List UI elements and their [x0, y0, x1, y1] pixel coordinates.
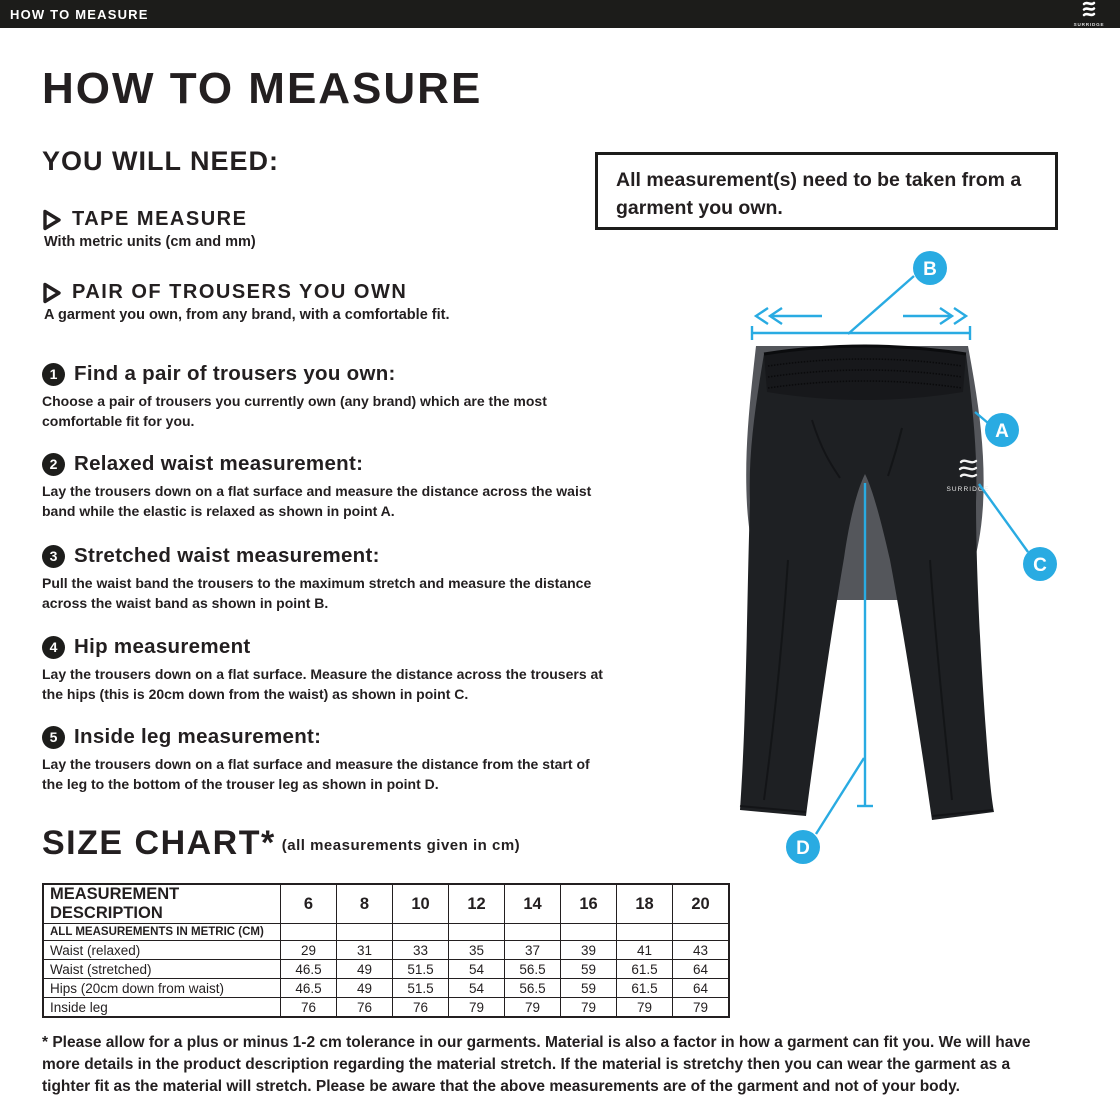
size-chart-title: SIZE CHART* [42, 824, 276, 862]
top-bar [0, 0, 1120, 28]
cell-value: 39 [561, 941, 617, 960]
step-2 [42, 452, 642, 522]
point-label-b [913, 251, 947, 285]
cell-value: 56.5 [505, 979, 561, 998]
you-will-need-heading: YOU WILL NEED: [42, 146, 280, 176]
top-bar-title: HOW TO MEASURE [10, 6, 149, 22]
column-header: 16 [561, 884, 617, 924]
garment-logo-text: SURRIDGE [946, 486, 990, 493]
need-item-subtitle: With metric units (cm and mm) [44, 234, 256, 250]
size-chart-header-row [43, 884, 729, 924]
step-number-badge: 2 [42, 453, 65, 476]
step-title: Inside leg measurement: [74, 725, 322, 748]
cell-value: 79 [449, 998, 505, 1018]
cell-value: 37 [505, 941, 561, 960]
column-header: 20 [673, 884, 730, 924]
step-number-badge: 3 [42, 545, 65, 568]
point-label-a [985, 413, 1019, 447]
tolerance-footnote: * Please allow for a plus or minus 1-2 cm tolerance in our garments. Material is also a factor in how a garment can fit you. We will have more details in the product description regarding the material stretch. If the material is stretchy then you can wear the garment as a tighter fit as the material will stretch. Please be aware that the above measurements are of the garment and not of your body. [42, 1034, 1031, 1095]
step-1 [42, 362, 642, 432]
cell-value: 79 [673, 998, 730, 1018]
step-number-badge: 4 [42, 636, 65, 659]
svg-text:D: D [796, 838, 810, 859]
surridge-s-icon [1080, 1, 1098, 18]
stretch-arrow-right [903, 308, 966, 324]
size-chart-table [42, 883, 730, 1018]
cell-value: 79 [561, 998, 617, 1018]
step-description: Lay the trousers down on a flat surface and measure the distance from the start of the leg to the bottom of the trouser leg as shown in point D. [42, 756, 590, 792]
cell-value: 79 [505, 998, 561, 1018]
cell-value: 56.5 [505, 960, 561, 979]
cell-value: 35 [449, 941, 505, 960]
cell-value: 64 [673, 979, 730, 998]
cell-value: 59 [561, 979, 617, 998]
step-title: Relaxed waist measurement: [74, 452, 364, 475]
cell-value: 51.5 [393, 979, 449, 998]
metric-note-row [43, 924, 729, 941]
cell-value: 76 [337, 998, 393, 1018]
cell-value: 29 [281, 941, 337, 960]
cell-value: 59 [561, 960, 617, 979]
svg-text:A: A [995, 421, 1009, 442]
step-3 [42, 544, 642, 614]
column-header: 10 [393, 884, 449, 924]
cell-value: 51.5 [393, 960, 449, 979]
column-header: 12 [449, 884, 505, 924]
triangle-bullet-icon [42, 282, 62, 304]
row-label: Waist (relaxed) [43, 941, 281, 960]
step-description: Choose a pair of trousers you currently own (any brand) which are the most comfortable fit for you. [42, 393, 547, 429]
row-label: Waist (stretched) [43, 960, 281, 979]
cell-value: 64 [673, 960, 730, 979]
need-item-subtitle: A garment you own, from any brand, with a comfortable fit. [44, 307, 450, 323]
cell-value: 49 [337, 960, 393, 979]
leader-line-d [816, 758, 864, 834]
table-row-waist-stretched [43, 960, 729, 979]
size-chart-subtitle: (all measurements given in cm) [281, 837, 521, 854]
row-label: Inside leg [43, 998, 281, 1018]
need-item-trousers [42, 281, 642, 323]
step-description: Lay the trousers down on a flat surface and measure the distance across the waist band while the elastic is relaxed as shown in point A. [42, 483, 592, 519]
need-item-title: TAPE MEASURE [72, 208, 248, 230]
brand-logo-word: SURRIDGE [1073, 22, 1105, 27]
cell-value: 31 [337, 941, 393, 960]
page-title: HOW TO MEASURE [42, 64, 483, 113]
cell-value: 33 [393, 941, 449, 960]
need-item-tape-measure [42, 208, 642, 250]
brand-logo [1066, 1, 1112, 27]
row-label: ALL MEASUREMENTS IN METRIC (CM) [43, 924, 281, 941]
table-row-waist-relaxed [43, 941, 729, 960]
step-number-badge: 1 [42, 363, 65, 386]
column-header: 18 [617, 884, 673, 924]
step-description: Pull the waist band the trousers to the maximum stretch and measure the distance across the waist band as shown in point B. [42, 575, 592, 611]
step-title: Find a pair of trousers you own: [74, 362, 396, 385]
svg-text:B: B [923, 259, 937, 280]
column-header: 8 [337, 884, 393, 924]
column-header: 14 [505, 884, 561, 924]
step-title: Stretched waist measurement: [74, 544, 380, 567]
measurement-note: All measurement(s) need to be taken from a garment you own. [595, 152, 1058, 230]
cell-value: 41 [617, 941, 673, 960]
size-chart-heading [42, 824, 520, 863]
point-label-c [1023, 547, 1057, 581]
cell-value: 49 [337, 979, 393, 998]
table-row-inside-leg [43, 998, 729, 1018]
cell-value: 43 [673, 941, 730, 960]
cell-value: 76 [281, 998, 337, 1018]
step-4 [42, 635, 642, 705]
leader-line-b [848, 276, 914, 334]
svg-text:C: C [1033, 555, 1047, 576]
trousers-measurement-diagram [690, 240, 1075, 885]
table-row-hips [43, 979, 729, 998]
column-header: 6 [281, 884, 337, 924]
cell-value: 54 [449, 960, 505, 979]
step-5 [42, 725, 642, 795]
cell-value: 46.5 [281, 979, 337, 998]
cell-value: 76 [393, 998, 449, 1018]
cell-value: 61.5 [617, 979, 673, 998]
cell-value: 61.5 [617, 960, 673, 979]
triangle-bullet-icon [42, 209, 62, 231]
point-label-d [786, 830, 820, 864]
step-description: Lay the trousers down on a flat surface. Measure the distance across the trousers at the hips (this is 20cm down from the waist) as shown in point C. [42, 666, 603, 702]
column-header: MEASUREMENT DESCRIPTION [43, 884, 281, 924]
row-label: Hips (20cm down from waist) [43, 979, 281, 998]
cell-value: 54 [449, 979, 505, 998]
step-title: Hip measurement [74, 635, 251, 658]
cell-value: 46.5 [281, 960, 337, 979]
leader-line-c [979, 484, 1028, 552]
step-number-badge: 5 [42, 726, 65, 749]
cell-value: 79 [617, 998, 673, 1018]
need-item-title: PAIR OF TROUSERS YOU OWN [72, 281, 408, 303]
stretch-arrow-left [756, 308, 822, 324]
